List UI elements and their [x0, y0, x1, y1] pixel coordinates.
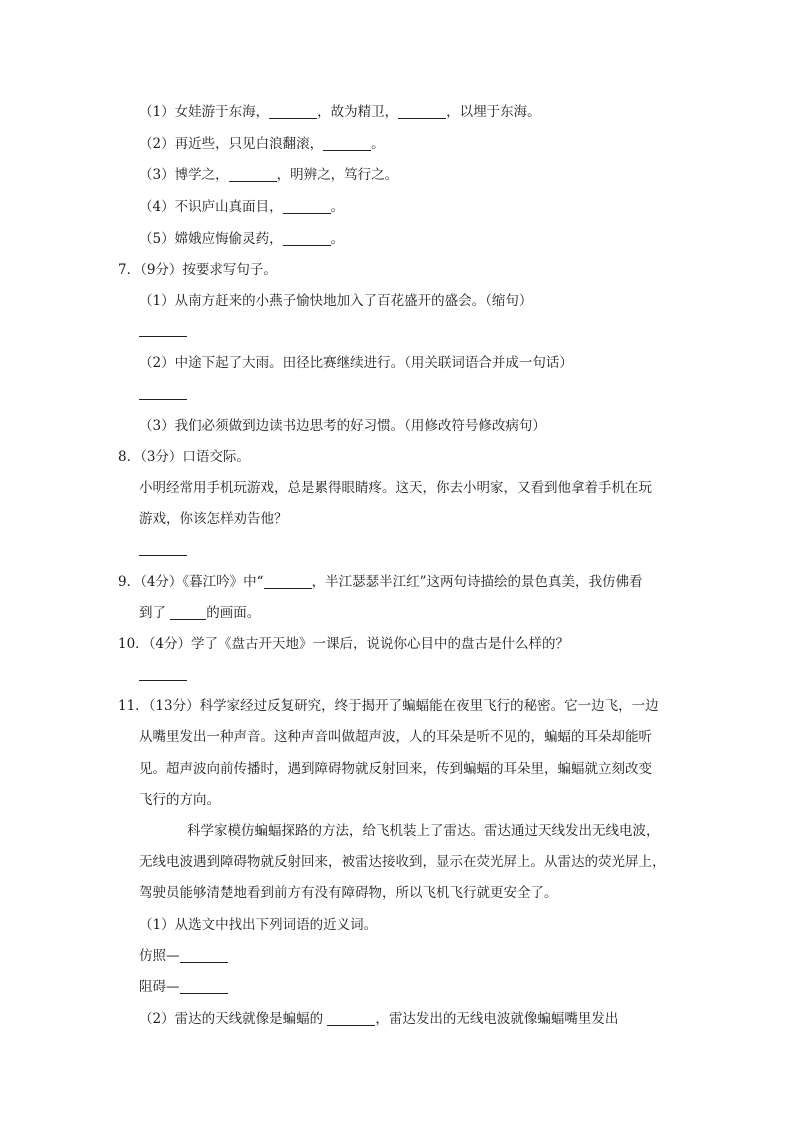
q11-passage-line-4: 飞行的方向。: [139, 792, 220, 808]
answer-blank[interactable]: [264, 574, 312, 589]
answer-blank[interactable]: [180, 979, 228, 994]
q8-text-line-1: 小明经常用手机玩游戏，总是累得眼睛疼。这天，你去小明家，又看到他拿着手机在玩: [139, 480, 652, 496]
q6-item-2-text-b: 。: [371, 136, 385, 152]
answer-blank[interactable]: [170, 605, 206, 620]
q7-subquestion-2: （2）中途下起了大雨。田径比赛继续进行。（用关联词语合并成一句话）: [139, 355, 573, 371]
q6-item-1-text-a: （1）女娃游于东海，: [139, 104, 270, 120]
answer-line[interactable]: [139, 680, 187, 681]
q9-text-c: 到了: [139, 605, 171, 621]
q9-text-d: 的画面。: [206, 605, 261, 621]
answer-blank[interactable]: [180, 948, 228, 963]
q11-passage-line-3: 见。超声波向前传播时，遇到障碍物就反射回来，传到蝙蝠的耳朵里，蝙蝠就立刻改变: [139, 761, 652, 777]
q6-item-4: [139, 198, 344, 216]
answer-blank[interactable]: [283, 199, 331, 214]
q11-word-2-label: 阻碍—: [139, 979, 180, 995]
q11-subquestion-2: [139, 1010, 618, 1028]
q6-item-3-text-b: ，明辨之，笃行之。: [276, 167, 399, 183]
q9-text-b: ，半江瑟瑟半江红”这两句诗描绘的景色真美，我仿佛看: [311, 574, 643, 590]
q10-heading: 10．（4分）学了《盘古开天地》一课后，说说你心目中的盘古是什么样的？: [118, 636, 570, 652]
q6-item-3: [139, 166, 398, 184]
q6-item-4-text-a: （4）不识庐山真面目，: [139, 199, 283, 215]
q11-subquestion-2-text-b: ，雷达发出的无线电波就像蝙蝠嘴里发出: [375, 1011, 619, 1027]
q11-subquestion-1: （1）从选文中找出下列词语的近义词。: [139, 917, 378, 933]
q6-item-5-text-b: 。: [330, 231, 345, 247]
answer-blank[interactable]: [269, 104, 317, 119]
q11-passage-line-5: 科学家模仿蝙蝠探路的方法，给飞机装上了雷达。雷达通过天线发出无线电波，: [187, 823, 660, 839]
q11-word-1-label: 仿照—: [139, 948, 180, 964]
q6-item-4-text-b: 。: [330, 199, 345, 215]
q6-item-5: [139, 230, 344, 248]
answer-blank[interactable]: [283, 231, 331, 246]
q11-word-2: [139, 978, 228, 996]
q9-line-1: [118, 573, 643, 591]
q11-passage-line-7: 驾驶员能够清楚地看到前方有没有障碍物，所以飞机飞行就更安全了。: [139, 885, 558, 901]
q9-line-2: [139, 604, 260, 622]
q6-item-2: [139, 135, 385, 153]
answer-line[interactable]: [139, 399, 187, 400]
q11-passage-line-1: 11．（13分）科学家经过反复研究，终于揭开了蝙蝠能在夜里飞行的秘密。它一边飞，一边: [118, 698, 659, 714]
answer-blank[interactable]: [398, 104, 446, 119]
q8-heading: 8．（3分）口语交际。: [118, 449, 250, 465]
q6-item-5-text-a: （5）嫦娥应悔偷灵药，: [139, 231, 283, 247]
q6-item-3-text-a: （3）博学之，: [139, 167, 229, 183]
q9-text-a: 9．（4分）《暮江吟》中“: [118, 574, 264, 590]
q6-item-2-text-a: （2）再近些，只见白浪翻滚，: [139, 136, 324, 152]
answer-blank[interactable]: [229, 167, 277, 182]
q11-subquestion-2-text-a: （2）雷达的天线就像是蝙蝠的: [139, 1011, 328, 1027]
q6-item-1-text-c: ，以埋于东海。: [446, 104, 541, 120]
q6-item-1-text-b: ，故为精卫，: [317, 104, 399, 120]
q11-passage-line-6: 无线电波遇到障碍物就反射回来，被雷达接收到，显示在荧光屏上。从雷达的荧光屏上，: [139, 854, 666, 870]
answer-blank[interactable]: [327, 1011, 375, 1026]
q7-subquestion-1: （1）从南方赶来的小燕子愉快地加入了百花盛开的盛会。（缩句）: [139, 293, 533, 309]
answer-line[interactable]: [139, 555, 187, 556]
answer-blank[interactable]: [323, 136, 371, 151]
q11-passage-line-2: 从嘴里发出一种声音。这种声音叫做超声波，人的耳朵是听不见的，蝙蝠的耳朵却能听: [139, 729, 652, 745]
q7-subquestion-3: （3）我们必须做到边读书边思考的好习惯。（用修改符号修改病句）: [139, 418, 546, 434]
q7-heading: 7．（9分）按要求写句子。: [118, 262, 277, 278]
q6-item-1: [139, 103, 541, 121]
answer-line[interactable]: [139, 336, 187, 337]
q11-word-1: [139, 947, 228, 965]
q8-text-line-2: 游戏，你该怎样劝告他？: [139, 511, 288, 527]
